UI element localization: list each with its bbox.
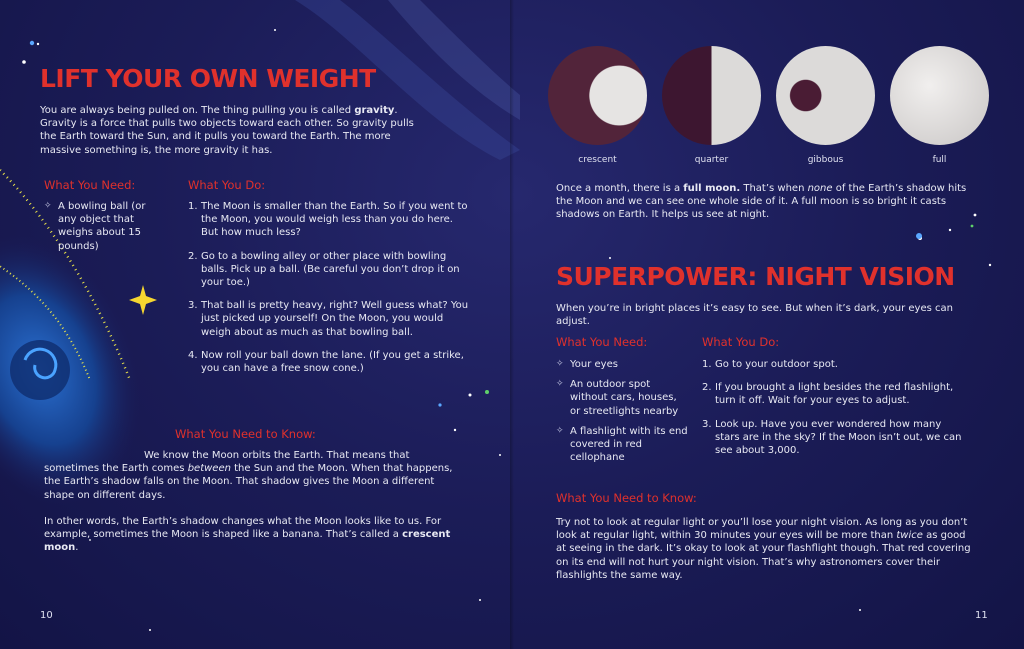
yellow-star-icon: [129, 285, 157, 315]
step-number: 1.: [188, 201, 198, 212]
text-run: Try not to look at regular light or you’ll lose your night vision. As long as you don’t look at regular light, within 30 minutes your eyes will be more than: [556, 517, 968, 542]
knowledge-paragraph-2: [44, 515, 464, 555]
step-item: [188, 349, 470, 375]
step-text: Go to a bowling alley or other place with bowling balls. Pick up a ball. (Be careful you don’t drop it on your toe.): [201, 250, 460, 289]
step-number: 4.: [188, 349, 198, 361]
step-text: Now roll your ball down the lane. (If you get a strike, you can have a free snow cone.): [201, 349, 464, 375]
italic-term: twice: [896, 530, 923, 542]
full-moon-paragraph: [556, 182, 976, 222]
need-text: A bowling ball (or any object that weighs about 15 pounds): [58, 201, 146, 252]
need-item: [556, 425, 688, 465]
step-item: [702, 418, 968, 458]
italic-term: none: [807, 183, 833, 194]
step-text: The Moon is smaller than the Earth. So if you went to the Moon, you would weigh less than you do here. But how much less?: [201, 201, 468, 239]
knowledge-paragraph-1: [44, 449, 464, 502]
text-run: In other words, the Earth’s shadow changes what the Moon looks like to us. For example, sometimes the Moon is shaped like a banana. That’s called a: [44, 516, 442, 541]
need-text: Your eyes: [570, 359, 618, 370]
step-number: 1.: [702, 359, 712, 370]
need-text: An outdoor spot without cars, houses, or streetlights nearby: [570, 379, 679, 417]
gibbous-moon-icon: [776, 46, 875, 145]
quarter-moon-icon: [662, 46, 761, 145]
page-title: LIFT YOUR OWN WEIGHT: [40, 64, 376, 93]
steps-list: [702, 358, 968, 467]
what-you-need-heading: What You Need:: [556, 335, 648, 349]
needs-list: [44, 200, 154, 260]
italic-term: between: [187, 463, 231, 475]
text-run: You are always being pulled on. The thing pulling you is called: [40, 105, 355, 116]
page-gutter: [510, 0, 514, 649]
what-you-need-to-know-heading: What You Need to Know:: [175, 427, 316, 441]
step-text: That ball is pretty heavy, right? Well guess what? You just picked up yourself! On the Moon, you would weigh about as much as that bowling ball.: [201, 300, 469, 338]
step-item: [188, 200, 470, 240]
moon-label-full: full: [932, 155, 947, 165]
full-moon-icon: [890, 46, 989, 145]
star-bullet-icon: ✧: [556, 425, 564, 436]
needs-list: [556, 358, 688, 471]
text-run: We know the Moon orbits the Earth. That means that sometimes the Earth comes: [44, 450, 410, 475]
page-title: SUPERPOWER: NIGHT VISION: [556, 262, 955, 291]
moon-label-gibbous: gibbous: [807, 155, 844, 165]
what-you-do-heading: What You Do:: [188, 178, 266, 192]
what-you-do-heading: What You Do:: [702, 335, 780, 349]
step-text: Look up. Have you ever wondered how many stars are in the sky? If the Moon isn’t out, we can see about 3,000.: [715, 418, 962, 457]
what-you-need-to-know-heading: What You Need to Know:: [556, 491, 697, 505]
moon-label-crescent: crescent: [578, 155, 617, 165]
bold-term: crescent moon: [44, 529, 451, 554]
page-number: 11: [975, 610, 988, 621]
need-item: [44, 200, 154, 253]
star-bullet-icon: ✧: [556, 359, 564, 369]
intro-paragraph: [40, 104, 430, 157]
step-item: [188, 299, 470, 339]
text-run: Once a month, there is a: [556, 183, 684, 194]
bold-term: gravity: [354, 105, 395, 116]
knowledge-paragraph: [556, 516, 976, 582]
need-text: A flashlight with its end covered in red cellophane: [570, 425, 688, 464]
text-run: .: [75, 542, 79, 554]
star-bullet-icon: ✧: [44, 201, 52, 211]
moon-label-quarter: quarter: [694, 155, 729, 165]
text-run: That’s when: [740, 183, 808, 194]
need-item: [556, 358, 688, 371]
step-number: 2.: [702, 382, 712, 394]
step-item: [702, 358, 968, 371]
what-you-need-heading: What You Need:: [44, 178, 136, 192]
need-item: [556, 378, 688, 418]
step-number: 3.: [188, 300, 198, 312]
crescent-moon-icon: [548, 46, 647, 145]
star-bullet-icon: ✧: [556, 379, 564, 390]
moon-phases-illustration: [548, 46, 988, 171]
step-item: [188, 250, 470, 290]
text-run: the Sun and the Moon. When that happens, the Earth’s shadow falls on the Moon. That shadow gives the Moon a different shape on different days.: [44, 463, 453, 501]
page-number: 10: [40, 610, 53, 621]
step-number: 2.: [188, 250, 198, 262]
step-number: 3.: [702, 418, 712, 430]
step-text: If you brought a light besides the red flashlight, turn it off. Wait for your eyes to adjust.: [715, 382, 954, 407]
text-run: . Gravity is a force that pulls two objects toward each other. So gravity pulls the Earth toward the Sun, and it pulls you toward the Earth. The more massive something is, the more gravity it has.: [40, 105, 414, 156]
step-text: Go to your outdoor spot.: [715, 359, 838, 370]
text-run: as good at seeing in the dark. It’s okay to look at your flashflight though. That red covering on its end will not hurt your night vision. That’s why astronomers cover their flashlights the same way.: [556, 530, 971, 581]
steps-list: [188, 200, 470, 385]
text-run: of the Earth’s shadow hits the Moon and we can see one whole side of it. A full moon is so bright it casts shadows on Earth. It helps us see at night.: [556, 183, 967, 221]
intro-paragraph: When you’re in bright places it’s easy to see. But when it’s dark, your eyes can adjust.: [556, 303, 953, 328]
bold-term: full moon.: [683, 183, 741, 194]
step-item: [702, 381, 968, 407]
